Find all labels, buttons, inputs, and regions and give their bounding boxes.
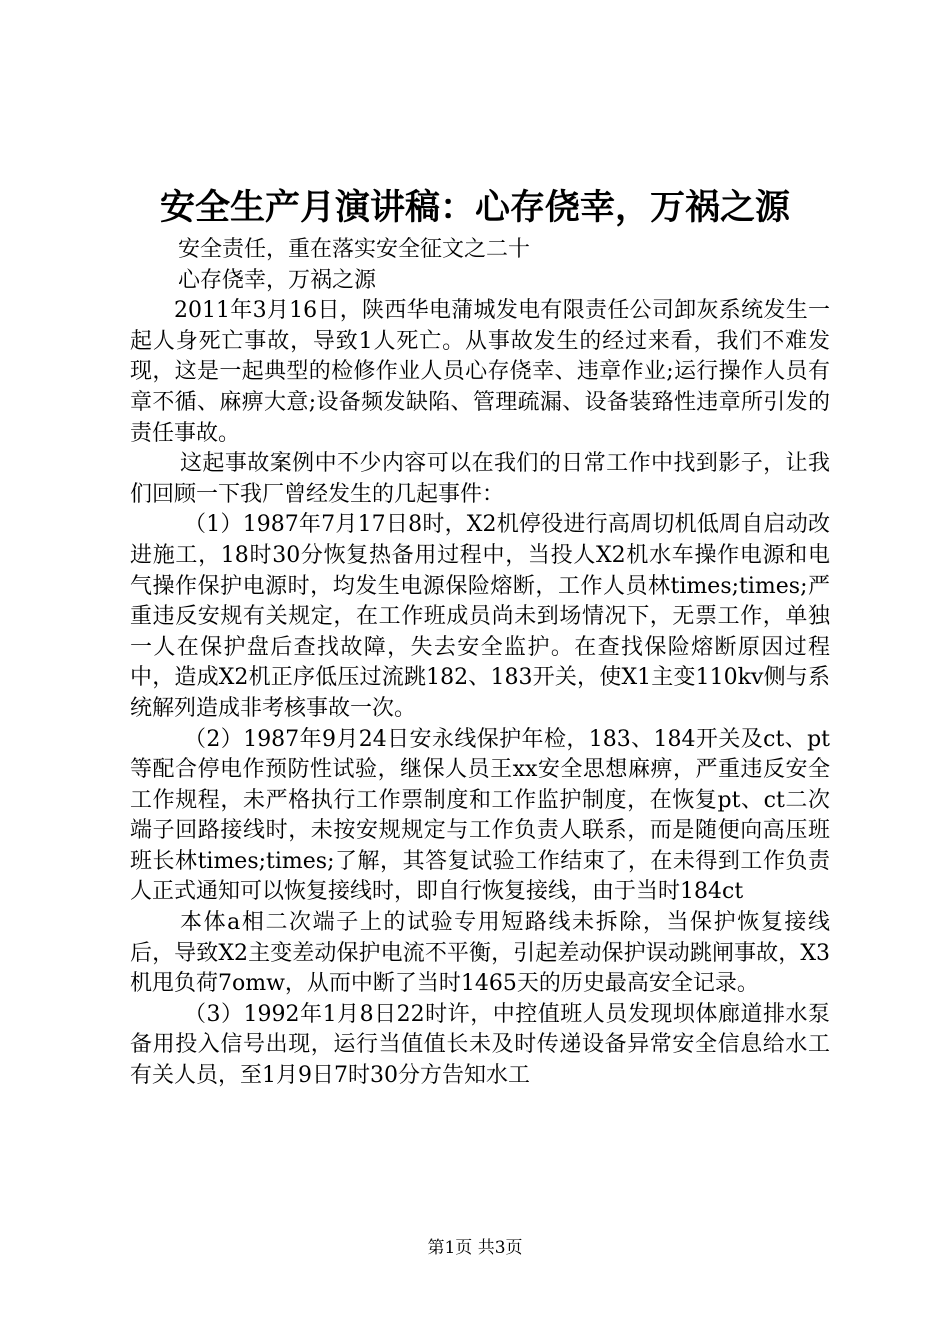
body-paragraph: （1）1987年7月17日8时，X2机停役进行高周切机低周自启动改进施工，18时30分恢复热备用过程中，当投人X2机水车操作电源和电气操作保护电源时，均发生电源保险熔断，工作人员林times;times;严重违反安规有关规定，在工作班成员尚未到场情况下，无票工作，单独一人在保护盘后查找故障，失去安全监护。在查找保险熔断原因过程中，造成X2机正序低压过流跳182、183开关，使X1主变110kv侧与系统解列造成非考核事故一次。: [130, 512, 830, 721]
subtitle-line: 安全责任，重在落实安全征文之二十: [178, 237, 531, 262]
page-number-footer: 第1页 共3页: [427, 1238, 523, 1258]
document-title: 安全生产月演讲稿：心存侥幸，万祸之源: [159, 187, 790, 228]
body-paragraph: 本体a相二次端子上的试验专用短路线未拆除，当保护恢复接线后，导致X2主变差动保护电流不平衡，引起差动保护误动跳闸事故，X3机甩负荷7omw，从而中断了当时1465天的历史最高安全记录。: [130, 910, 830, 997]
body-paragraph: 这起事故案例中不少内容可以在我们的日常工作中找到影子，让我们回顾一下我厂曾经发生的几起事件：: [130, 451, 830, 507]
body-paragraph: 2011年3月16日，陕西华电蒲城发电有限责任公司卸灰系统发生一起人身死亡事故，导致1人死亡。从事故发生的经过来看，我们不难发现，这是一起典型的检修作业人员心存侥幸、违章作业;运行操作人员有章不循、麻痹大意;设备频发缺陷、管理疏漏、设备装臵性违章所引发的责任事故。: [130, 298, 830, 446]
body-paragraph: （2）1987年9月24日安永线保护年检，183、184开关及ct、pt等配合停电作预防性试验，继保人员王xx安全思想麻痹，严重违反安全工作规程，未严格执行工作票制度和工作监护制度，在恢复pt、ct二次端子回路接线时，未按安规规定与工作负责人联系，而是随便向高压班班长林times;times;了解，其答复试验工作结束了，在未得到工作负责人正式通知可以恢复接线时，即自行恢复接线，由于当时184ct: [130, 726, 830, 905]
document-body: [130, 235, 830, 1092]
subtitle-line: 心存侥幸，万祸之源: [178, 267, 377, 293]
body-paragraph: （3）1992年1月8日22时许，中控值班人员发现坝体廊道排水泵备用投入信号出现，运行当值值长未及时传递设备异常安全信息给水工有关人员，至1月9日7时30分方告知水工: [130, 1001, 830, 1089]
